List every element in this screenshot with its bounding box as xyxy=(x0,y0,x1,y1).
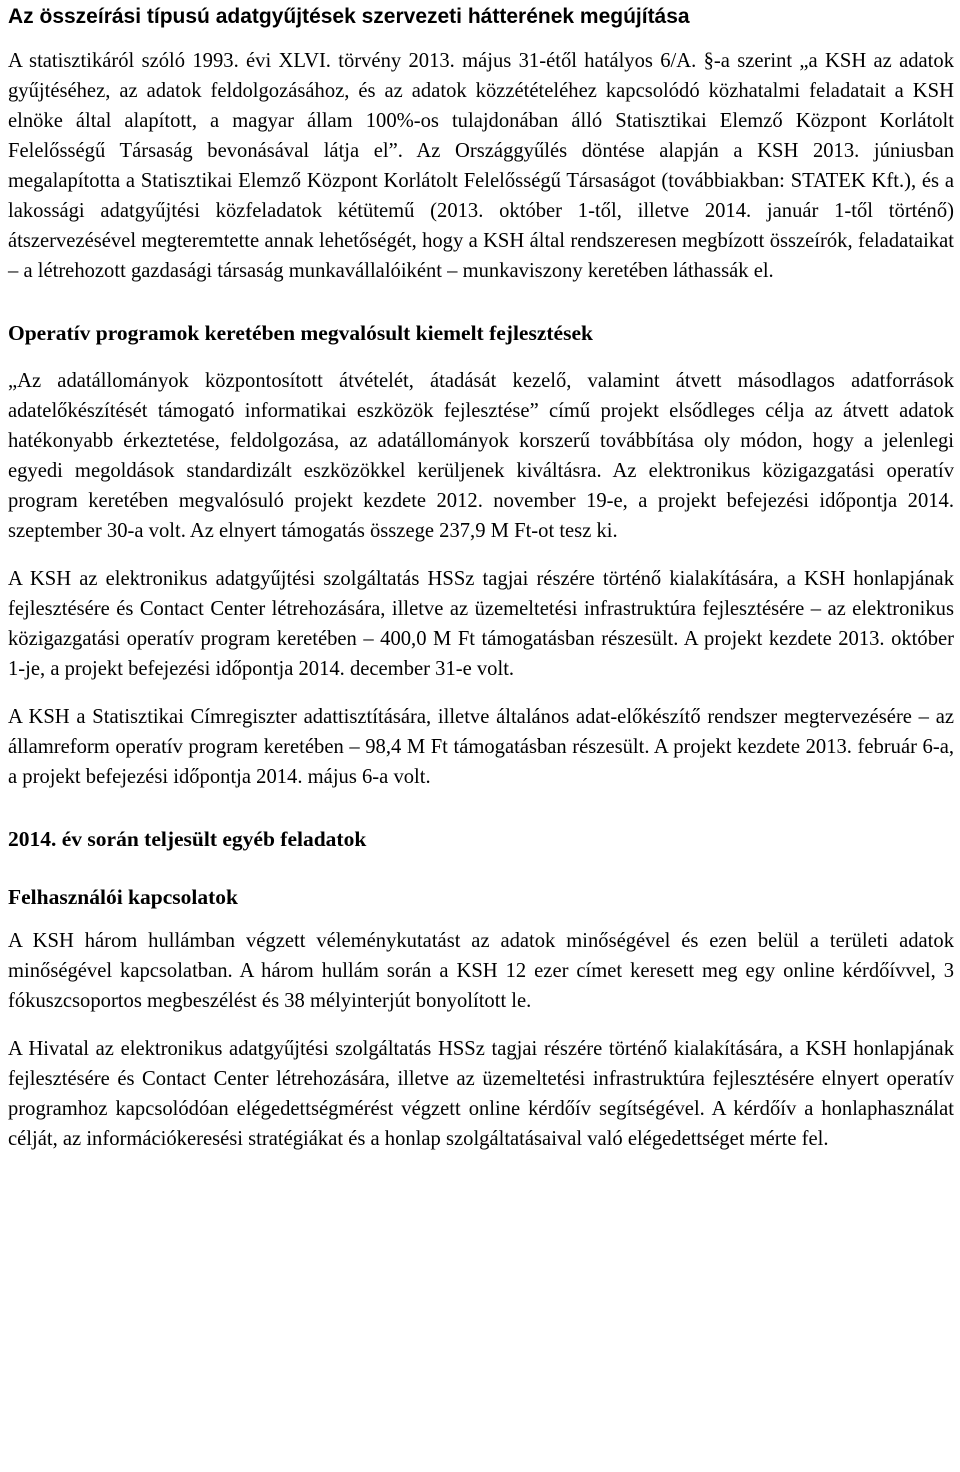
spacer xyxy=(8,286,954,318)
paragraph-address-register-project: A KSH a Statisztikai Címregiszter adattisztítására, illetve általános adat-előkészítő rendszer megtervezésére – az államreform operatív program keretében – 98,4 M Ft támogatásban részesült. A projekt kezdete 2013. február 6-a, a projekt befejezési időpontja 2014. május 6-a volt. xyxy=(8,706,954,788)
section-heading-reorganization: Az összeírási típusú adatgyűjtések szervezeti hátterének megújítása xyxy=(8,5,690,28)
paragraph-statek-founding: A statisztikáról szóló 1993. évi XLVI. törvény 2013. május 31-étől hatályos 6/A. §-a szerint „a KSH az adatok gyűjtéséhez, az adatok feldolgozásához, és az adatok közzétételéhez kapcsolódó közhatalmi feladatait a KSH elnöke által alapított, a magyar állam 100%-os tulajdonában álló Statisztikai Elemző Központ Korlátolt Felelősségű Társaság bevonásával látja el”. Az Országgyűlés döntése alapján a KSH 2013. júniusban megalapította a Statisztikai Elemző Központ Korlátolt Felelősségű Társaságot (továbbiakban: STATEK Kft.), és a lakossági adatgyűjtési közfeladatok kétütemű (2013. október 1-től, illetve 2014. január 1-től történő) átszervezésével megteremtette annak lehetőségét, hogy a KSH által rendszeresen megbízott összeírók, feladataikat – a létrehozott gazdasági társaság munkavállalóiként – munkaviszony keretében láthassák el. xyxy=(8,50,954,282)
section-heading-other-tasks: 2014. év során teljesült egyéb feladatok xyxy=(8,827,367,851)
spacer xyxy=(8,1016,954,1034)
spacer xyxy=(8,684,954,702)
paragraph-satisfaction-survey: A Hivatal az elektronikus adatgyűjtési szolgáltatás HSSz tagjai részére történő kialakítására, a KSH honlapjának fejlesztésére és Contact Center létrehozására, illetve az üzemeltetési infrastruktúra fejlesztésére elnyert operatív programhoz kapcsolódóan elégedettségmérést végzett online kérdőív segítségével. A kérdőív a honlaphasználat célját, az információkeresési stratégiákat és a honlap szolgáltatásaival való elégedettséget mérte fel. xyxy=(8,1038,954,1150)
document-page xyxy=(8,0,954,1154)
spacer xyxy=(8,348,954,366)
spacer xyxy=(8,546,954,564)
spacer xyxy=(8,854,954,882)
paragraph-data-transfer-project: „Az adatállományok központosított átvételét, átadását kezelő, valamint átvett másodlagos adatforrások adatelőkészítését támogató informatikai eszközök fejlesztése” című projekt elsődleges célja az átvett adatok hatékonyabb érkeztetése, feldolgozása, az adatállományok korszerű továbbítása oly módon, hogy a jelenlegi egyedi megoldások standardizált eszközökkel kerüljenek kiváltásra. Az elektronikus közigazgatási operatív program keretében megvalósuló projekt kezdete 2012. november 19-e, a projekt befejezési időpontja 2014. szeptember 30-a volt. Az elnyert támogatás összege 237,9 M Ft-ot tesz ki. xyxy=(8,370,954,542)
subsection-heading-user-relations: Felhasználói kapcsolatok xyxy=(8,885,238,909)
spacer xyxy=(8,912,954,926)
section-heading-operative-programs: Operatív programok keretében megvalósult kiemelt fejlesztések xyxy=(8,321,593,345)
spacer xyxy=(8,32,954,46)
spacer xyxy=(8,792,954,824)
paragraph-electronic-collection-project: A KSH az elektronikus adatgyűjtési szolgáltatás HSSz tagjai részére történő kialakítására, a KSH honlapjának fejlesztésére és Contact Center létrehozására, illetve az üzemeltetési infrastruktúra fejlesztésére – az elektronikus közigazgatási operatív program keretében – 400,0 M Ft támogatásban részesült. A projekt kezdete 2013. október 1-je, a projekt befejezési időpontja 2014. december 31-e volt. xyxy=(8,568,954,680)
paragraph-opinion-survey: A KSH három hullámban végzett véleménykutatást az adatok minőségével és ezen belül a területi adatok minőségével kapcsolatban. A három hullám során a KSH 12 ezer címet keresett meg egy online kérdőívvel, 3 fókuszcsoportos megbeszélést és 38 mélyinterjút bonyolított le. xyxy=(8,930,954,1012)
